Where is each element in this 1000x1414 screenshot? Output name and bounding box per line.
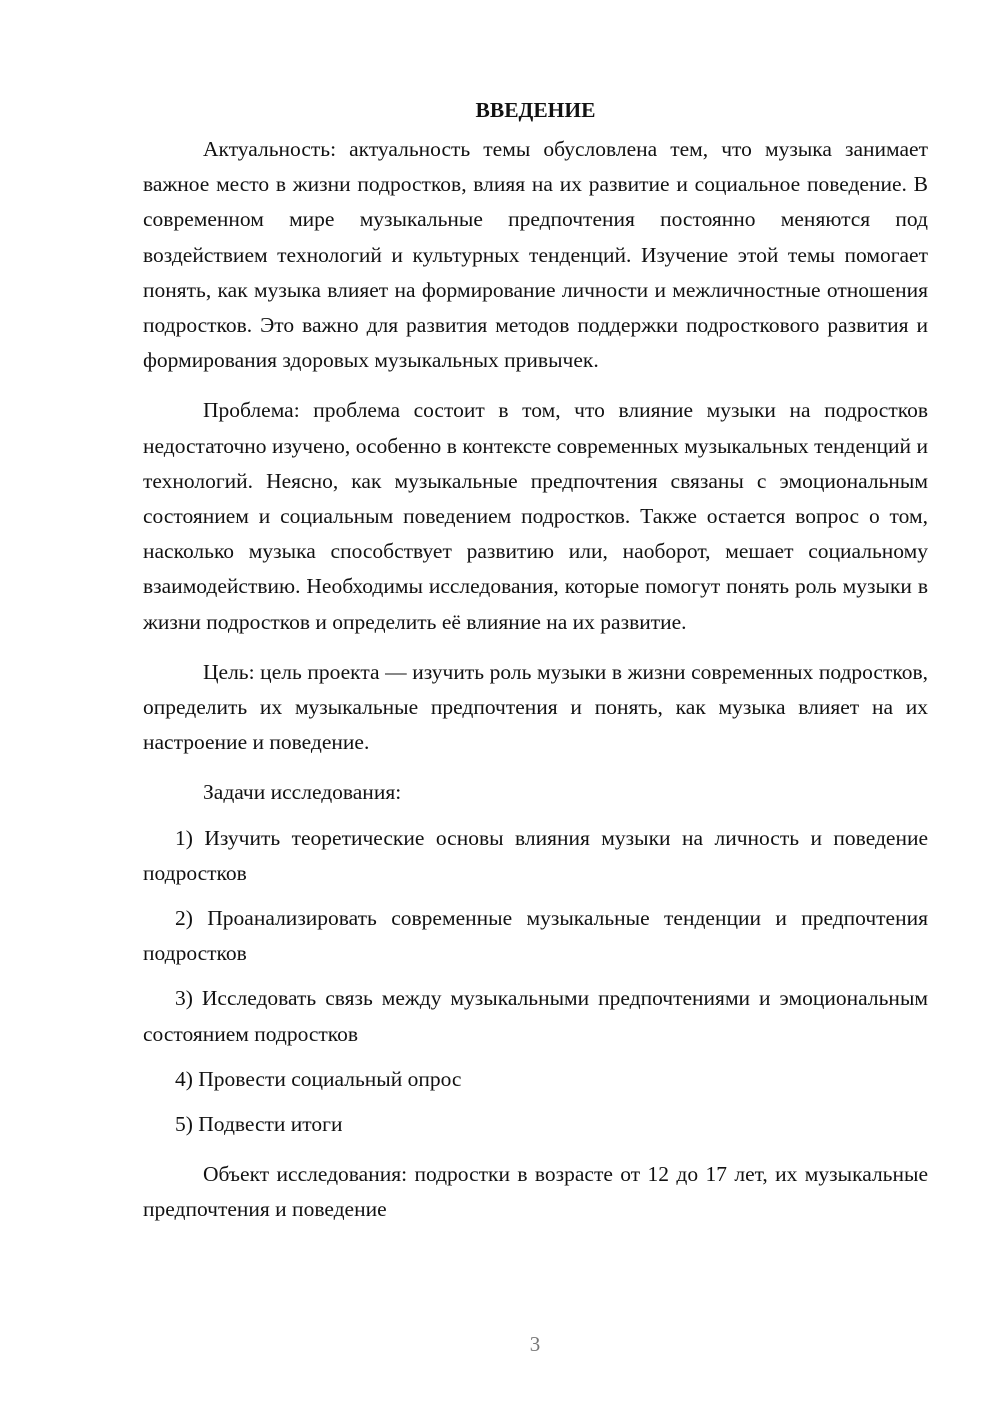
document-page [143, 92, 928, 1243]
paragraph-problem: Проблема: проблема состоит в том, что влияние музыки на подростков недостаточно изучено, особенно в контексте современных музыкальных тенденций и технологий. Неясно, как музыкальные предпочтения связаны с эмоциональным состоянием и социальным поведением подростков. Также остается вопрос о том, насколько музыка способствует развитию или, наоборот, мешает социальному взаимодействию. Необходимы исследования, которые помогут понять роль музыки в жизни подростков и определить её влияние на их развитие. [143, 398, 928, 634]
task-item: 5) Подвести итоги [175, 1112, 343, 1137]
paragraph-object: Объект исследования: подростки в возрасте от 12 до 17 лет, их музыкальные предпочтения и поведение [143, 1162, 928, 1222]
paragraph-goal: Цель: цель проекта — изучить роль музыки в жизни современных подростков, определить их музыкальные предпочтения и понять, как музыка влияет на их настроение и поведение. [143, 659, 928, 755]
paragraph-relevance: Актуальность: актуальность темы обусловлена тем, что музыка занимает важное место в жизни подростков, влияя на их развитие и социальное поведение. В современном мире музыкальные предпочтения постоянно меняются под воздействием технологий и культурных тенденций. Изучение этой темы помогает понять, как музыка влияет на формирование личности и межличностные отношения подростков. Это важно для развития методов поддержки подросткового развития и формирования здоровых музыкальных привычек. [143, 137, 928, 373]
task-item: 2) Проанализировать современные музыкальные тенденции и предпочтения подростков [143, 906, 928, 966]
page-number: 3 [529, 1332, 541, 1356]
task-item: 3) Исследовать связь между музыкальными предпочтениями и эмоциональным состоянием подростков [143, 986, 928, 1046]
tasks-title: Задачи исследования: [203, 780, 402, 805]
task-item: 1) Изучить теоретические основы влияния музыки на личность и поведение подростков [143, 825, 928, 885]
page-title: ВВЕДЕНИЕ [475, 98, 596, 122]
task-item: 4) Провести социальный опрос [175, 1066, 462, 1091]
